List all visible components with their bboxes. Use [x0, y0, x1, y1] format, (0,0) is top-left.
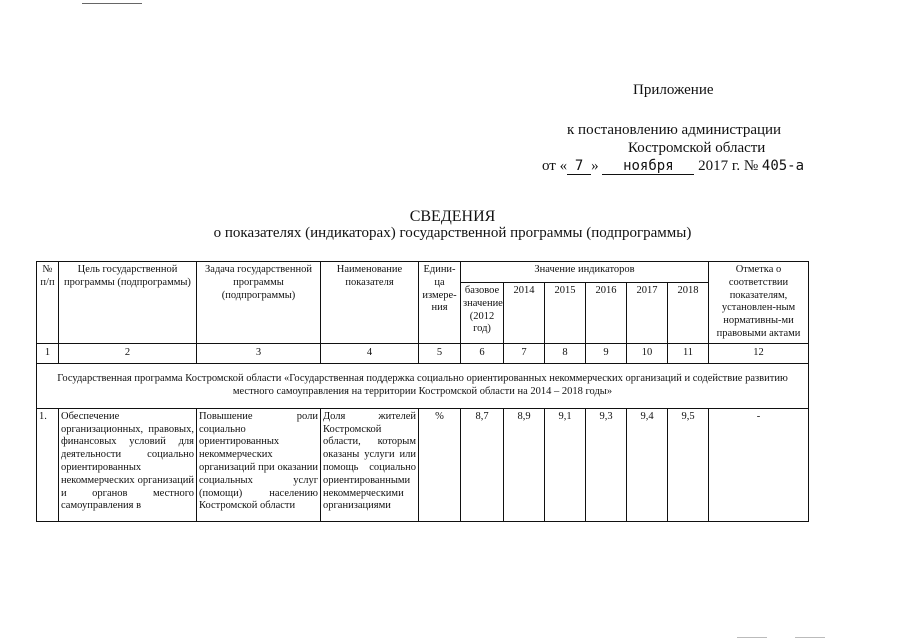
date-year: 2017 г. № — [698, 158, 759, 174]
date-mid: » — [591, 158, 599, 174]
row-note: - — [709, 408, 809, 521]
row-goal: Обеспечение организационных, правовых, финансовых условий для деятельности социально ориентированных некоммерческих организаций и органов местного самоуправления в — [59, 408, 197, 521]
col-header-note: Отметка о соответствии показателям, установлен-ным нормативны-ми правовыми актами — [709, 262, 809, 344]
col-header-indicator: Наименование показателя — [321, 262, 419, 344]
column-number: 10 — [627, 343, 668, 363]
col-header-base: базовое значение (2012 год) — [461, 283, 504, 344]
column-number: 5 — [419, 343, 461, 363]
row-value-2017: 9,4 — [627, 408, 668, 521]
column-number: 3 — [197, 343, 321, 363]
row-value-2016: 9,3 — [586, 408, 627, 521]
scan-artifact-mark — [737, 637, 767, 638]
document-number: 405-а — [761, 158, 805, 174]
table-row — [37, 408, 809, 521]
column-number: 4 — [321, 343, 419, 363]
column-number: 1 — [37, 343, 59, 363]
appendix-title: Приложение — [633, 82, 714, 98]
appendix-date-line — [542, 158, 804, 175]
row-value-2014: 8,9 — [504, 408, 545, 521]
appendix-line-1: к постановлению администрации — [567, 122, 782, 138]
row-base-value: 8,7 — [461, 408, 504, 521]
header-row-1 — [37, 262, 809, 283]
col-header-year: 2015 — [545, 283, 586, 344]
column-numbers-row — [37, 343, 809, 363]
document-subtitle: о показателях (индикаторах) государственной программы (подпрограммы) — [213, 225, 692, 241]
row-unit: % — [419, 408, 461, 521]
col-header-goal: Цель государственной программы (подпрограммы) — [59, 262, 197, 344]
program-title-row — [37, 363, 809, 408]
indicators-table — [36, 261, 809, 522]
date-month: ноября — [602, 158, 694, 175]
col-header-year: 2018 — [668, 283, 709, 344]
column-number: 8 — [545, 343, 586, 363]
row-task: Повышение роли социально ориентированных некоммерческих организаций при оказании социальных услуг (помощи) населению Костромской области — [197, 408, 321, 521]
column-number: 9 — [586, 343, 627, 363]
scan-artifact-line — [82, 3, 142, 4]
column-number: 7 — [504, 343, 545, 363]
column-number: 6 — [461, 343, 504, 363]
col-header-unit: Едини-ца измере-ния — [419, 262, 461, 344]
col-header-no: № п/п — [37, 262, 59, 344]
col-header-year: 2014 — [504, 283, 545, 344]
row-indicator: Доля жителей Костромской области, которым оказаны услуги или помощь социально ориентированными некоммерческими организациями — [321, 408, 419, 521]
col-header-task: Задача государственной программы (подпрограммы) — [197, 262, 321, 344]
col-header-year: 2016 — [586, 283, 627, 344]
scan-artifact-mark — [795, 637, 825, 638]
row-value-2015: 9,1 — [545, 408, 586, 521]
row-no: 1. — [37, 408, 59, 521]
row-value-2018: 9,5 — [668, 408, 709, 521]
program-title: Государственная программа Костромской области «Государственная поддержка социально ориентированных некоммерческих организаций и содействие развитию местного самоуправления на территории Костромской области на 2014 – 2018 годы» — [37, 363, 809, 408]
col-header-values: Значение индикаторов — [461, 262, 709, 283]
col-header-year: 2017 — [627, 283, 668, 344]
column-number: 12 — [709, 343, 809, 363]
date-prefix: от « — [542, 158, 568, 174]
appendix-line-2: Костромской области — [628, 140, 766, 156]
column-number: 2 — [59, 343, 197, 363]
document-title: СВЕДЕНИЯ — [409, 208, 496, 225]
date-day: 7 — [567, 158, 591, 175]
column-number: 11 — [668, 343, 709, 363]
